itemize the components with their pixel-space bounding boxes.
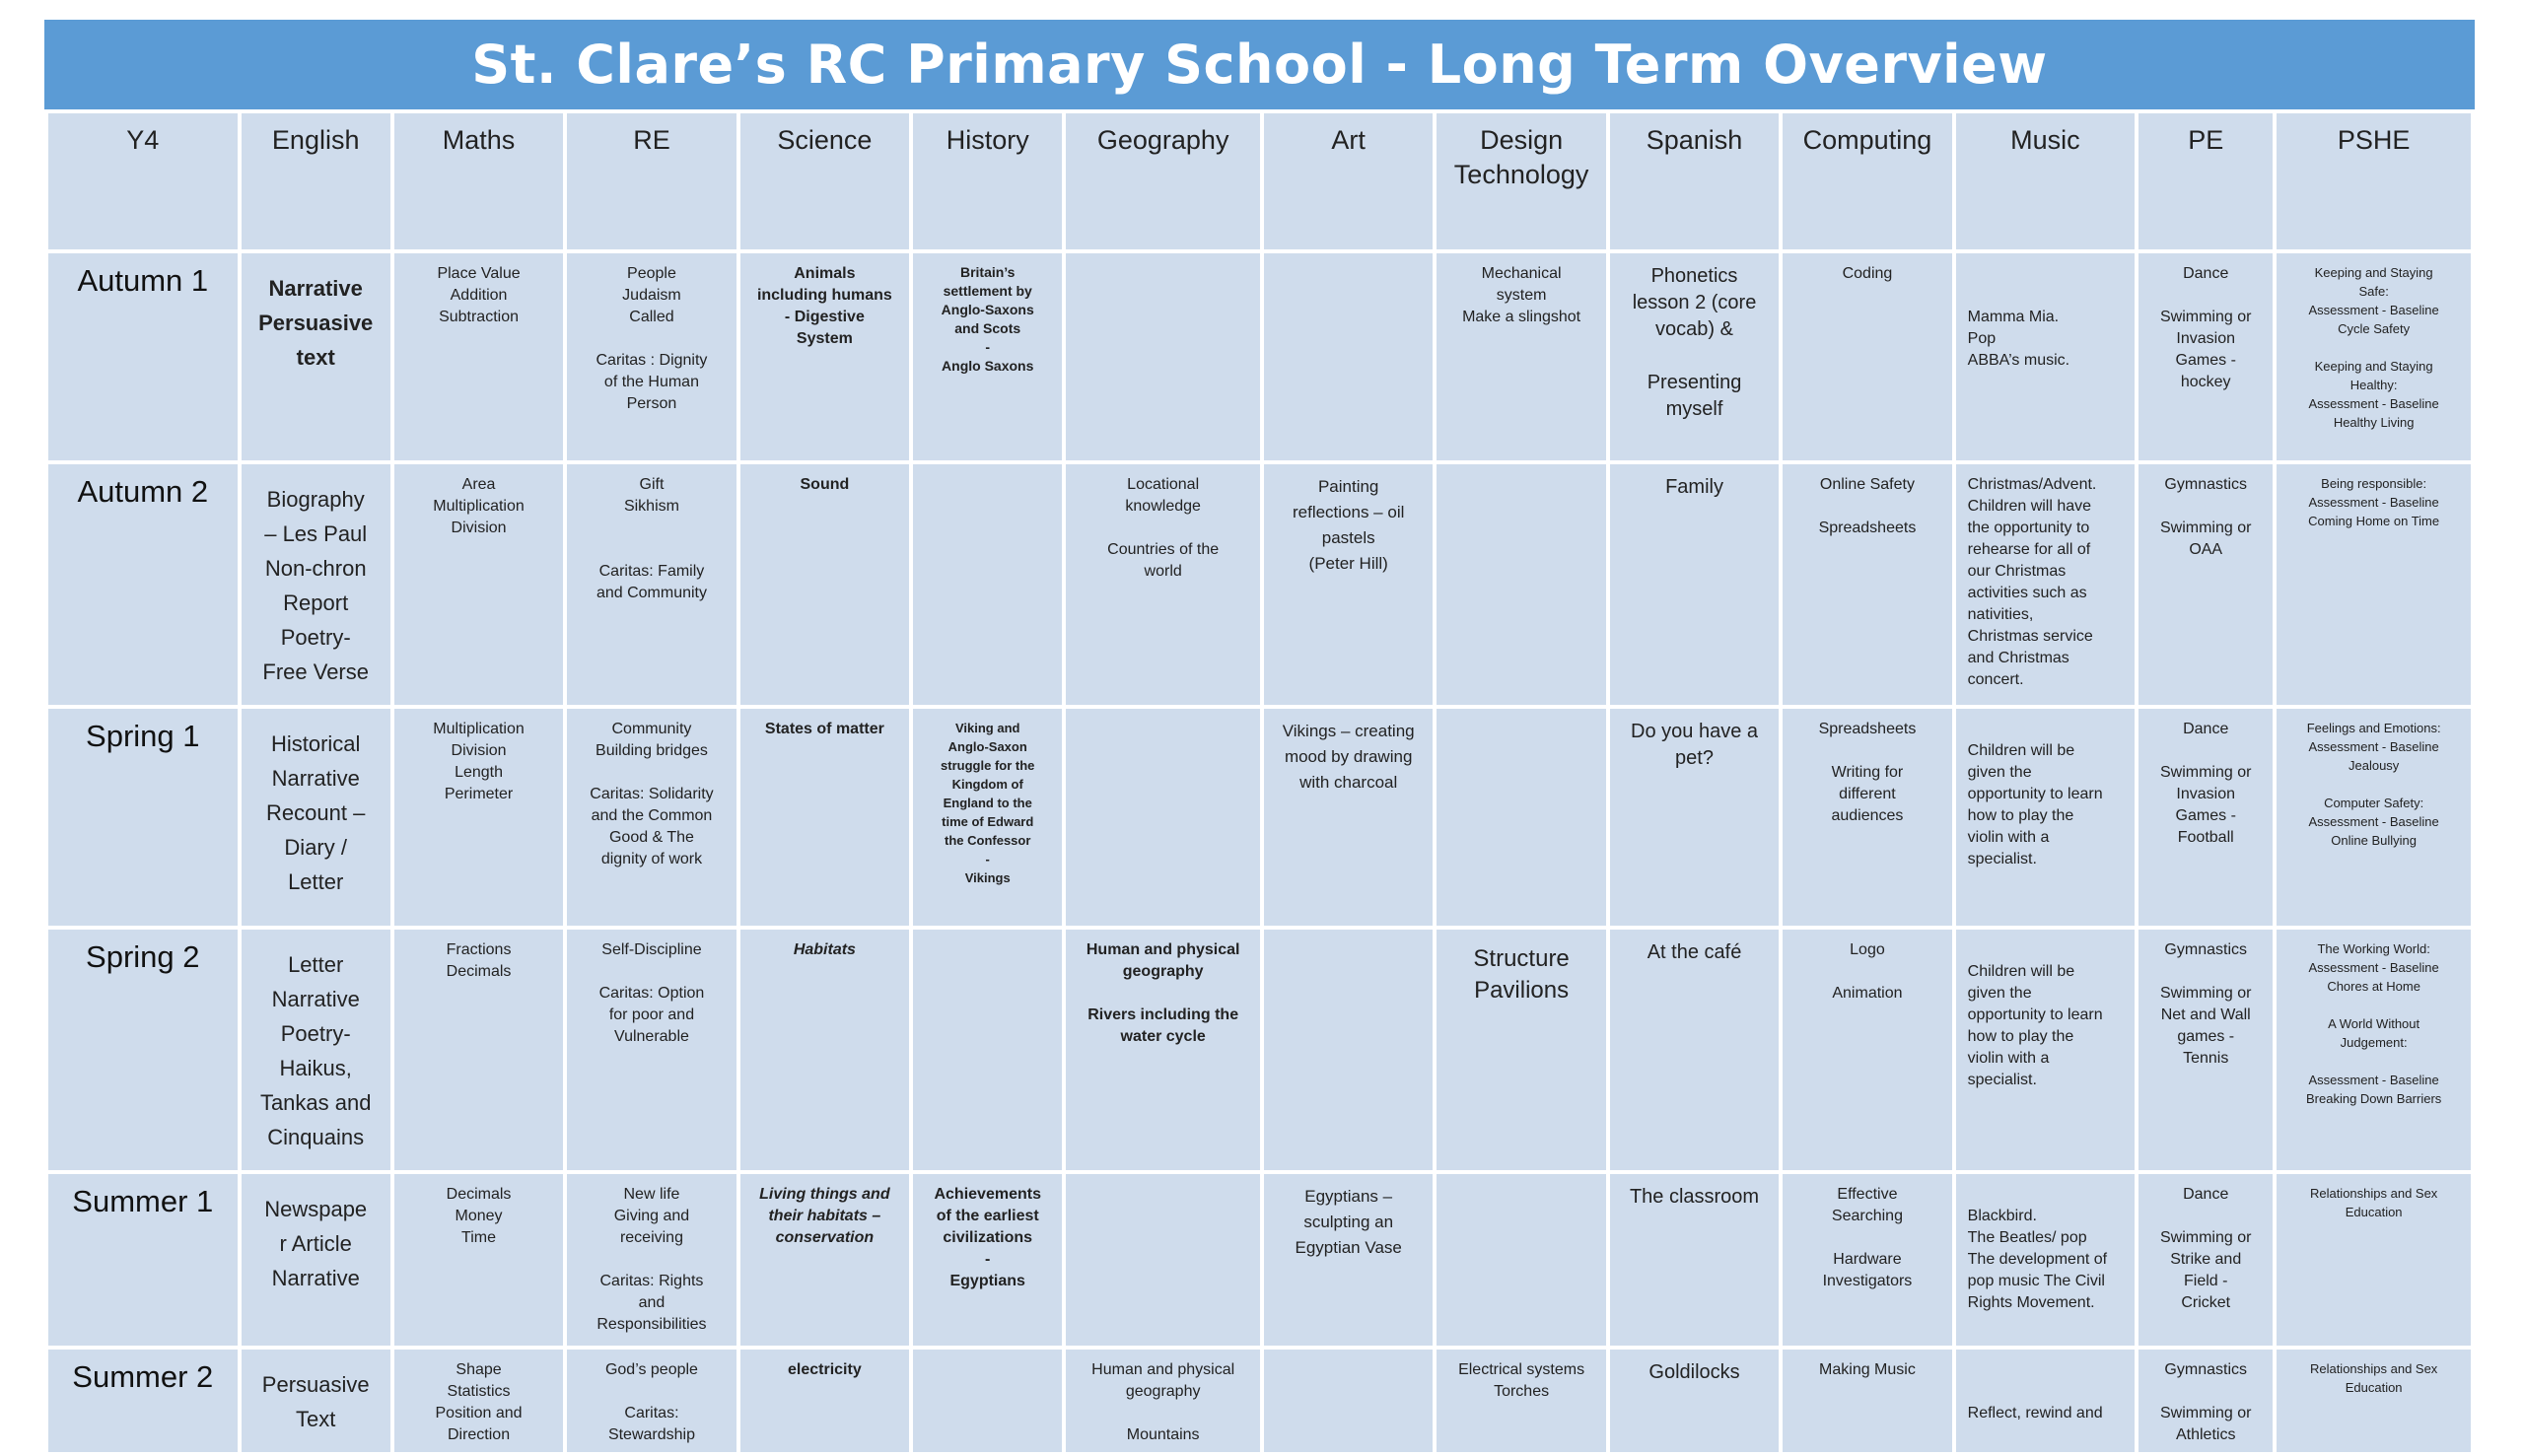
cell-english: Letter Narrative Poetry- Haikus, Tankas and Cinquains — [242, 930, 390, 1174]
cell-maths: Shape Statistics Position and Direction — [394, 1350, 563, 1456]
cell-re: People Judaism Called Caritas : Dignity of the Human Person — [567, 253, 736, 464]
cell-computing: Spreadsheets Writing for different audiences — [1783, 709, 1951, 930]
cell-music: Children will be given the opportunity to learn how to play the violin with a specialist. — [1956, 709, 2136, 930]
subject-header-english: English — [242, 113, 390, 253]
cell-english: Biography – Les Paul Non-chron Report Poetry- Free Verse — [242, 464, 390, 709]
cell-science: Living things and their habitats – conservation — [740, 1174, 909, 1350]
subject-header-art: Art — [1264, 113, 1433, 253]
cell-spanish: Phonetics lesson 2 (core vocab) & Presenting myself — [1610, 253, 1779, 464]
cell-art: Painting reflections – oil pastels (Peter Hill) — [1264, 464, 1433, 709]
subject-header-pshe: PSHE — [2277, 113, 2471, 253]
subject-header-dt: Design Technology — [1437, 113, 1605, 253]
header-row — [48, 113, 2471, 253]
cell-geography: Human and physical geography Mountains — [1066, 1350, 1260, 1456]
cell-art: Egyptians – sculpting an Egyptian Vase — [1264, 1174, 1433, 1350]
term-row-summer-1 — [48, 1174, 2471, 1350]
cell-maths: Fractions Decimals — [394, 930, 563, 1174]
cell-science: States of matter — [740, 709, 909, 930]
cell-spanish: The classroom — [1610, 1174, 1779, 1350]
cell-spanish: Family — [1610, 464, 1779, 709]
cell-art — [1264, 1350, 1433, 1456]
term-row-autumn-1 — [48, 253, 2471, 464]
cell-dt: Structure Pavilions — [1437, 930, 1605, 1174]
cell-music: Mamma Mia. Pop ABBA’s music. — [1956, 253, 2136, 464]
cell-maths: Place Value Addition Subtraction — [394, 253, 563, 464]
cell-pe: Gymnastics Swimming or Net and Wall games - Tennis — [2138, 930, 2273, 1174]
cell-history — [913, 930, 1062, 1174]
subject-header-maths: Maths — [394, 113, 563, 253]
term-label: Summer 1 — [48, 1174, 238, 1350]
cell-computing: Online Safety Spreadsheets — [1783, 464, 1951, 709]
cell-english: Historical Narrative Recount – Diary / Letter — [242, 709, 390, 930]
cell-geography — [1066, 709, 1260, 930]
cell-dt — [1437, 464, 1605, 709]
cell-dt — [1437, 709, 1605, 930]
overview-table — [44, 113, 2475, 1456]
cell-computing: Coding — [1783, 253, 1951, 464]
cell-science: Animals including humans - Digestive System — [740, 253, 909, 464]
cell-history: Viking and Anglo-Saxon struggle for the Kingdom of England to the time of Edward the Confessor - Vikings — [913, 709, 1062, 930]
cell-english: Persuasive Text — [242, 1350, 390, 1456]
cell-history: Britain’s settlement by Anglo-Saxons and Scots - Anglo Saxons — [913, 253, 1062, 464]
cell-pshe: Feelings and Emotions: Assessment - Baseline Jealousy Computer Safety: Assessment - Baseline Online Bullying — [2277, 709, 2471, 930]
page-title: St. Clare’s RC Primary School - Long Term Overview — [471, 34, 2048, 96]
title-banner — [44, 20, 2475, 109]
subject-header-computing: Computing — [1783, 113, 1951, 253]
cell-art — [1264, 930, 1433, 1174]
cell-re: Community Building bridges Caritas: Solidarity and the Common Good & The dignity of work — [567, 709, 736, 930]
subject-header-science: Science — [740, 113, 909, 253]
cell-computing: Effective Searching Hardware Investigators — [1783, 1174, 1951, 1350]
term-label: Autumn 1 — [48, 253, 238, 464]
cell-geography: Human and physical geography Rivers including the water cycle — [1066, 930, 1260, 1174]
cell-pe: Dance Swimming or Invasion Games - Football — [2138, 709, 2273, 930]
cell-pe: Gymnastics Swimming or Athletics — [2138, 1350, 2273, 1456]
cell-re: New life Giving and receiving Caritas: Rights and Responsibilities — [567, 1174, 736, 1350]
subject-header-history: History — [913, 113, 1062, 253]
cell-pe: Dance Swimming or Invasion Games - hockey — [2138, 253, 2273, 464]
term-row-spring-1 — [48, 709, 2471, 930]
cell-music: Blackbird. The Beatles/ pop The development of pop music The Civil Rights Movement. — [1956, 1174, 2136, 1350]
cell-re: God’s people Caritas: Stewardship — [567, 1350, 736, 1456]
cell-pshe: Relationships and Sex Education — [2277, 1350, 2471, 1456]
cell-dt: Electrical systems Torches — [1437, 1350, 1605, 1456]
cell-re: Gift Sikhism Caritas: Family and Community — [567, 464, 736, 709]
cell-spanish: Do you have a pet? — [1610, 709, 1779, 930]
term-row-spring-2 — [48, 930, 2471, 1174]
cell-art — [1264, 253, 1433, 464]
cell-art: Vikings – creating mood by drawing with charcoal — [1264, 709, 1433, 930]
cell-geography — [1066, 1174, 1260, 1350]
subject-header-pe: PE — [2138, 113, 2273, 253]
cell-science: Habitats — [740, 930, 909, 1174]
cell-science: electricity — [740, 1350, 909, 1456]
cell-pe: Dance Swimming or Strike and Field - Cricket — [2138, 1174, 2273, 1350]
cell-computing: Logo Animation — [1783, 930, 1951, 1174]
subject-header-spanish: Spanish — [1610, 113, 1779, 253]
cell-english: Newspape r Article Narrative — [242, 1174, 390, 1350]
term-label: Spring 1 — [48, 709, 238, 930]
cell-dt: Mechanical system Make a slingshot — [1437, 253, 1605, 464]
term-label: Spring 2 — [48, 930, 238, 1174]
cell-music: Reflect, rewind and — [1956, 1350, 2136, 1456]
term-row-autumn-2 — [48, 464, 2471, 709]
cell-science: Sound — [740, 464, 909, 709]
term-label: Autumn 2 — [48, 464, 238, 709]
cell-english: Narrative Persuasive text — [242, 253, 390, 464]
cell-dt — [1437, 1174, 1605, 1350]
cell-maths: Multiplication Division Length Perimeter — [394, 709, 563, 930]
cell-computing: Making Music — [1783, 1350, 1951, 1456]
cell-maths: Decimals Money Time — [394, 1174, 563, 1350]
cell-pe: Gymnastics Swimming or OAA — [2138, 464, 2273, 709]
year-label: Y4 — [48, 113, 238, 253]
cell-history: Achievements of the earliest civilizations - Egyptians — [913, 1174, 1062, 1350]
subject-header-geography: Geography — [1066, 113, 1260, 253]
term-row-summer-2 — [48, 1350, 2471, 1456]
cell-pshe: The Working World: Assessment - Baseline Chores at Home A World Without Judgement: Assessment - Baseline Breaking Down Barriers — [2277, 930, 2471, 1174]
term-label: Summer 2 — [48, 1350, 238, 1456]
cell-re: Self-Discipline Caritas: Option for poor and Vulnerable — [567, 930, 736, 1174]
cell-history — [913, 464, 1062, 709]
cell-pshe: Relationships and Sex Education — [2277, 1174, 2471, 1350]
cell-spanish: Goldilocks — [1610, 1350, 1779, 1456]
cell-history — [913, 1350, 1062, 1456]
cell-maths: Area Multiplication Division — [394, 464, 563, 709]
cell-pshe: Keeping and Staying Safe: Assessment - Baseline Cycle Safety Keeping and Staying Healthy: Assessment - Baseline Healthy Living — [2277, 253, 2471, 464]
cell-geography — [1066, 253, 1260, 464]
cell-pshe: Being responsible: Assessment - Baseline Coming Home on Time — [2277, 464, 2471, 709]
subject-header-re: RE — [567, 113, 736, 253]
cell-music: Christmas/Advent. Children will have the opportunity to rehearse for all of our Christmas activities such as nativities, Christmas service and Christmas concert. — [1956, 464, 2136, 709]
cell-music: Children will be given the opportunity to learn how to play the violin with a specialist. — [1956, 930, 2136, 1174]
subject-header-music: Music — [1956, 113, 2136, 253]
cell-geography: Locational knowledge Countries of the world — [1066, 464, 1260, 709]
cell-spanish: At the café — [1610, 930, 1779, 1174]
